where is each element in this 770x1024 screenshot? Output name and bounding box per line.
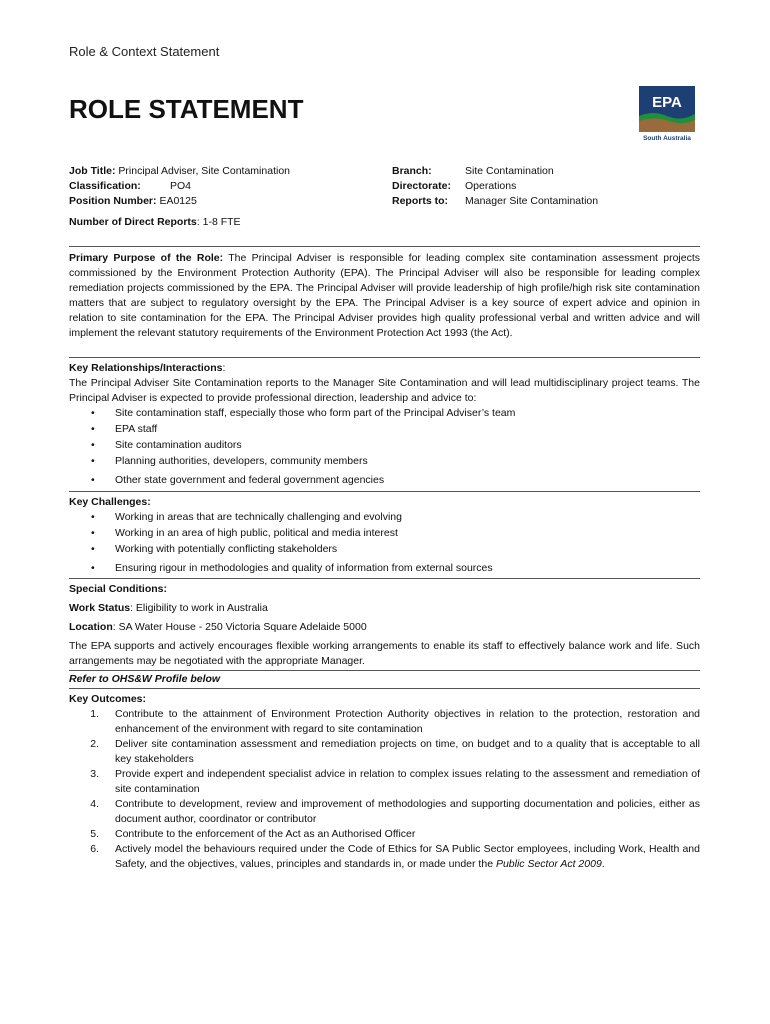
classification-row	[69, 179, 700, 194]
job-title-label: Job Title:	[69, 165, 116, 177]
primary-purpose-label: Primary Purpose of the Role:	[69, 252, 224, 264]
bullet-icon: •	[91, 474, 95, 486]
list-item: • Ensuring rigour in methodologies and quality of information from external sources	[91, 562, 493, 574]
directorate-value: Operations	[465, 180, 517, 192]
divider	[69, 246, 700, 247]
work-status-value: : Eligibility to work in Australia	[130, 602, 268, 614]
page-title: ROLE STATEMENT	[69, 94, 304, 124]
position-number-row	[69, 194, 700, 209]
divider	[69, 688, 700, 689]
challenges-list	[69, 510, 700, 577]
reports-to-row	[392, 194, 598, 209]
epa-logo-icon	[639, 86, 695, 132]
key-outcomes-section	[69, 692, 700, 872]
key-outcomes-label: Key Outcomes:	[69, 693, 147, 705]
direct-reports-label: Number of Direct Reports	[69, 216, 197, 228]
list-item: • Working in an area of high public, political and media interest	[91, 527, 398, 539]
list-item: 6. Actively model the behaviours required under the Code of Ethics for SA Public Sector employees, including Work, Health and Safety, and the objectives, values, principles and standards in, or made under the Public Sector Act 2009.	[90, 843, 700, 870]
primary-purpose-section	[69, 251, 700, 341]
ohsw-reference-text: Refer to OHS&W Profile below	[69, 673, 221, 685]
list-item: • Site contamination auditors	[91, 439, 242, 451]
list-item: • Other state government and federal government agencies	[91, 474, 385, 486]
list-item: 1. Contribute to the attainment of Environment Protection Authority objectives in relation to the protection, restoration and enhancement of the environment with regard to site contamination	[90, 708, 700, 735]
list-item: 5. Contribute to the enforcement of the Act as an Authorised Officer	[90, 828, 416, 840]
ohsw-reference	[69, 672, 700, 687]
relationships-list	[69, 406, 700, 489]
document-page	[69, 0, 700, 1024]
special-conditions-label: Special Conditions:	[69, 583, 168, 595]
location-label: Location	[69, 621, 113, 633]
bullet-icon: •	[91, 562, 95, 574]
branch-info-column	[392, 164, 598, 209]
bullet-icon: •	[91, 407, 95, 419]
list-item: 2. Deliver site contamination assessment and remediation projects on time, on budget and to a quality that is acceptable to all key stakeholders	[90, 738, 700, 765]
divider	[69, 491, 700, 492]
key-relationships-intro: The Principal Adviser Site Contamination reports to the Manager Site Contamination and will lead multidisciplinary project teams. The Principal Adviser is expected to provide professional direction, leadership and advice to:	[69, 377, 700, 404]
job-title-value: Principal Adviser, Site Contamination	[118, 165, 290, 177]
directorate-label: Directorate:	[392, 180, 451, 192]
key-relationships-label: Key Relationships/Interactions	[69, 362, 223, 374]
work-status-label: Work Status	[69, 602, 131, 614]
branch-value: Site Contamination	[465, 165, 554, 177]
special-conditions-section	[69, 582, 700, 669]
bullet-icon: •	[91, 455, 95, 467]
bullet-icon: •	[91, 527, 95, 539]
list-item: • Working in areas that are technically challenging and evolving	[91, 511, 402, 523]
reports-to-label: Reports to:	[392, 195, 448, 207]
list-item: 4. Contribute to development, review and improvement of methodologies and supporting documentation and policies, either as document author, coordinator or contributor	[90, 798, 700, 825]
branch-label: Branch:	[392, 165, 432, 177]
epa-logo-mark	[639, 86, 695, 132]
key-relationships-section: Key Relationships/Interactions: The Principal Adviser Site Contamination reports to the Manager Site Contamination and will lead multidisciplinary project teams. The Principal Adviser is expected to provide professional direction, leadership and advice to: • Site contamination staff, especially those who form part of the Principal Adviser’s team • EPA staff • Site contamination auditors • Planning authorities, developers, community members • Other state government and federal government agencies	[69, 361, 700, 489]
role-info-block	[69, 164, 700, 230]
location-row	[69, 620, 700, 635]
list-item: • EPA staff	[91, 423, 158, 435]
list-item: 3. Provide expert and independent specialist advice in relation to complex issues relating to the assessment and remediation of site contamination	[90, 768, 700, 795]
directorate-row	[392, 179, 598, 194]
work-status-row	[69, 601, 700, 616]
divider	[69, 670, 700, 671]
position-number-value: EA0125	[159, 195, 197, 207]
classification-label: Classification:	[69, 180, 141, 192]
job-title-row	[69, 164, 700, 179]
direct-reports-value: : 1-8 FTE	[196, 216, 241, 228]
epa-logo-subtext: South Australia	[643, 135, 691, 142]
running-header: Role & Context Statement	[69, 44, 220, 59]
epa-logo	[639, 86, 767, 148]
bullet-icon: •	[91, 543, 95, 555]
direct-reports-row	[69, 215, 700, 230]
epa-logo-text: EPA	[652, 94, 682, 111]
divider	[69, 578, 700, 579]
key-challenges-label: Key Challenges:	[69, 496, 151, 508]
bullet-icon: •	[91, 439, 95, 451]
position-number-label: Position Number:	[69, 195, 157, 207]
list-item: • Working with potentially conflicting stakeholders	[91, 543, 338, 555]
key-challenges-section	[69, 495, 700, 577]
classification-value: PO4	[170, 180, 192, 192]
list-item: • Planning authorities, developers, community members	[91, 455, 368, 467]
reports-to-value: Manager Site Contamination	[465, 195, 599, 207]
flexible-work-text: The EPA supports and actively encourages flexible working arrangements to enable its staff to effectively balance work and life. Such arrangements may be negotiated with the appropriate Manager.	[69, 640, 700, 667]
divider	[69, 357, 700, 358]
bullet-icon: •	[91, 511, 95, 523]
location-value: : SA Water House - 250 Victoria Square Adelaide 5000	[112, 621, 367, 633]
bullet-icon: •	[91, 423, 95, 435]
primary-purpose-text: The Principal Adviser is responsible for leading complex site contamination assessment projects commissioned by the Environment Protection Authority (EPA). The Principal Adviser will also be responsible for leading complex remediation projects commissioned by the EPA. The Principal Adviser will provide leadership of high profile/high risk site contamination matters that are subject to regulatory oversight by the EPA. The Principal Adviser is a key source of expert advice and opinion in relation to site contamination for the EPA. The Principal Adviser provides high quality professional verbal and written advice and will implement the relevant statutory requirements of the Environment Protection Act 1993 (the Act).	[69, 252, 700, 339]
branch-row	[392, 164, 598, 179]
list-item: • Site contamination staff, especially those who form part of the Principal Adviser’s team	[91, 407, 516, 419]
